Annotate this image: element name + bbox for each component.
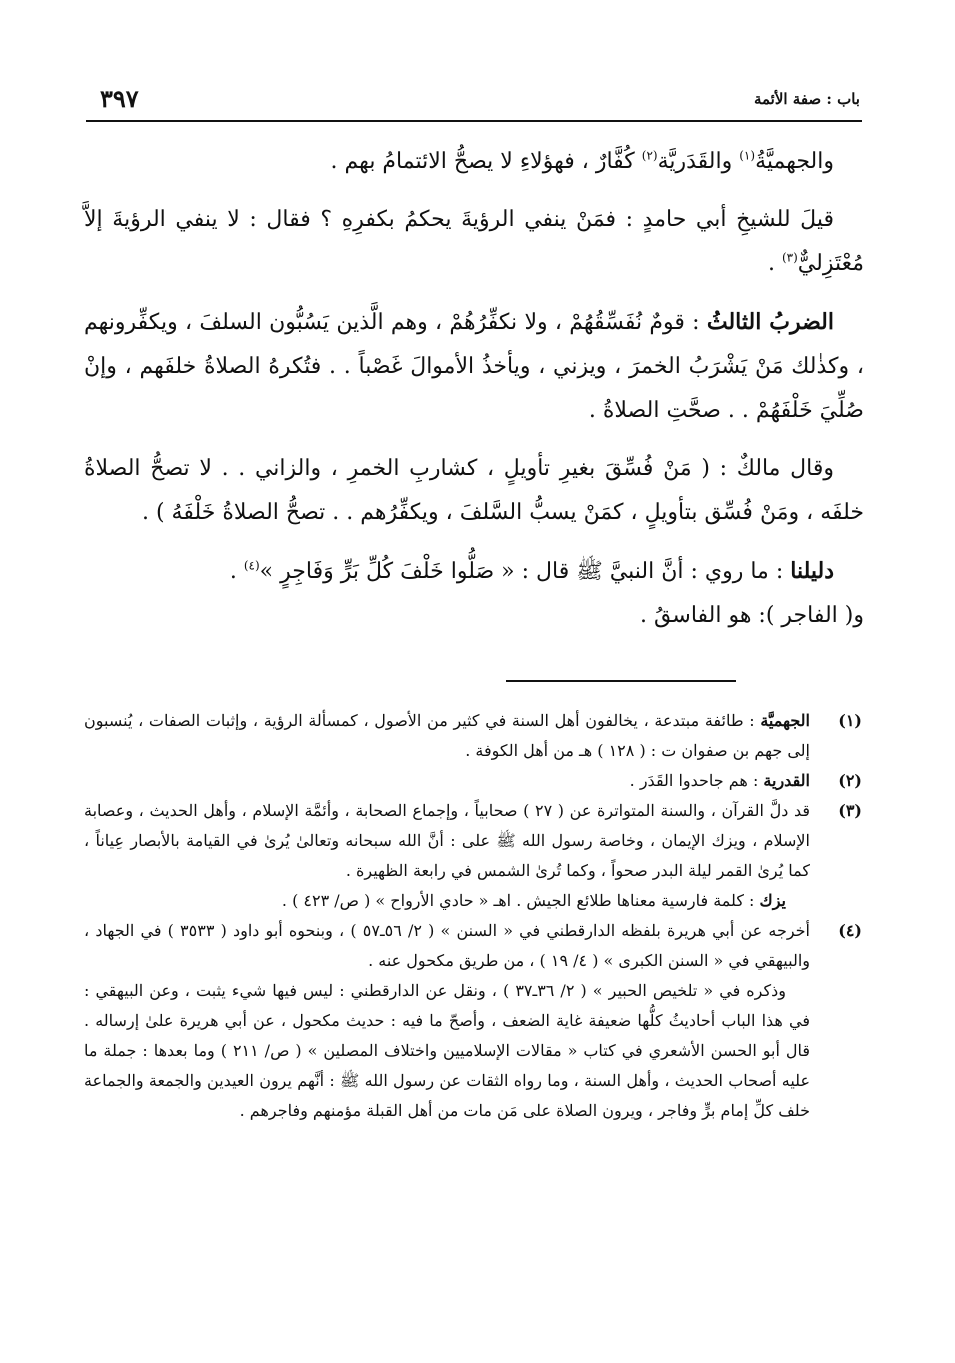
footnote-term: القدرية bbox=[763, 771, 810, 790]
main-text bbox=[84, 140, 864, 638]
section-lead: الضربُ الثالثُ bbox=[706, 309, 834, 335]
text-run: والقَدَريَّة bbox=[657, 149, 740, 174]
text-run: و( الفاجر ): هو الفاسقُ . bbox=[640, 603, 864, 628]
chapter-title: باب : صفة الأئمة bbox=[753, 90, 860, 108]
footnote-number: (٢) bbox=[838, 771, 862, 790]
footnote-ref-2[interactable]: (٢) bbox=[641, 148, 658, 163]
footnote-ref-1[interactable]: (١) bbox=[739, 148, 756, 163]
footnote-term: الجهميَّة bbox=[760, 711, 810, 730]
text-run: : ما روي : أنَّ النبيَّ ﷺ قال : « صَلُّوا خَلْفَ كُلِّ بَرٍّ وَفَاجِرٍ » bbox=[259, 559, 791, 584]
paragraph-3 bbox=[84, 300, 864, 433]
text-run: . bbox=[767, 251, 782, 276]
footnote-text: وذكره في « تلخيص الحبير » ( ٢/ ٣٦ـ٣٧ ) ، ونقل عن الدارقطني : ليس فيها شيء يثبت ، وعن البيهقي : في هذا الباب أحاديثُ كلُّها ضعيفة غاية الضعف ، وأصحّ ما فيه : حديث مكحول ، عن أبي هريرة علىٰ إرساله . قال أبو الحسن الأشعري في كتاب « مقالات الإسلاميين واختلاف المصلين » ( ص/ ٢١١ ) وما بعدها : جملة ما عليه أصحاب الحديث ، وأهل السنة ، وما رواه الثقات عن رسول الله ﷺ : أنَّهم يرون العيدين والجمعة والجماعة خلف كلِّ إمام برٍّ وفاجر ، ويرون الصلاة على مَن مات من أهل القبلة مؤمنهم وفاجرهم . bbox=[84, 981, 811, 1120]
footnote-text: أخرجه عن أبي هريرة بلفظه الدارقطني في « السنن » ( ٢/ ٥٦ـ٥٧ ) ، وبنحوه أبو داود ( ٣٥٣٣ ) في الجهاد ، والبيهقي في « السنن الكبرى » ( ٤/ ١٩ ) ، من طريق مكحول عنه . bbox=[84, 921, 811, 970]
footnote-1 bbox=[84, 706, 862, 766]
evidence-lead: دليلنا bbox=[790, 558, 834, 584]
paragraph-4 bbox=[84, 447, 864, 535]
footnote-2 bbox=[84, 766, 862, 796]
footnotes bbox=[84, 706, 862, 1126]
footnote-ref-3[interactable]: (٣) bbox=[781, 250, 798, 265]
footnote-ref-4[interactable]: (٤) bbox=[243, 558, 260, 573]
text-run: . bbox=[229, 559, 244, 584]
text-run: قيلَ للشيخِ أبي حامدٍ : فمَنْ ينفي الرؤيةَ يحكمُ بكفرِهِ ؟ فقال : لا ينفي الرؤيةَ إلاَّ مُعْتَزِليٌّ bbox=[84, 207, 864, 276]
paragraph-2 bbox=[84, 198, 864, 286]
footnote-text: : طائفة مبتدعة ، يخالفون أهل السنة في كثير من الأصول ، كمسألة الرؤية ، وإثبات الصفات ، يُنسبون إلى جهم بن صفوان ت : ( ١٢٨ ) هـ من أهل الكوفة . bbox=[84, 711, 810, 760]
text-run: والجهميَّةُ bbox=[755, 149, 834, 174]
footnote-number: (٣) bbox=[838, 801, 862, 820]
page-header bbox=[100, 84, 860, 118]
footnote-term: يزك bbox=[759, 891, 786, 910]
header-rule bbox=[86, 120, 862, 122]
footnote-4 bbox=[84, 916, 862, 1126]
text-run: كُفَّارٌ ، فهؤلاءِ لا يصحُّ الائتمامُ بهم . bbox=[330, 149, 642, 174]
paragraph-5 bbox=[84, 549, 864, 638]
footnote-text: : هم جاحدوا القَدَر . bbox=[629, 771, 764, 790]
footnote-text: قد دلَّ القرآن ، والسنة المتواترة عن ( ٢٧ ) صحابياً ، وإجماع الصحابة ، وأئمَّة الإسلام ، وأهل الحديث ، وعصابة الإسلام ، ويزك الإيمان ، وخاصة رسول الله ﷺ على : أنَّ الله سبحانه وتعالىٰ يُرىٰ في القيامة بالأبصار عِياناً ، كما يُرىٰ القمر ليلة البدر صحواً ، وكما تُرىٰ الشمس في رابعة الظهيرة . bbox=[84, 801, 810, 880]
text-run: وقال مالكٌ : ( مَنْ فُسِّقَ بغيرِ تأويلٍ ، كشاربِ الخمرِ ، والزاني . . لا تصحُّ الصلاةُ خلفَه ، ومَنْ فُسِّق بتأويلٍ ، كمَنْ يسبُّ السَّلفَ ، ويكفِّرُهم . . تصحُّ الصلاةُ خَلْفَهُ ) . bbox=[84, 456, 864, 525]
text-run: : قومٌ نُفَسِّقُهُمْ ، ولا نكفِّرُهُمْ ، وهم الَّذين يَسُبُّون السلفَ ، ويكفِّرونهم ، وكذٰلك مَنْ يَشْرَبُ الخمرَ ، ويزني ، ويأخذُ الأموالَ غَصْباً . . فتُكرهُ الصلاةُ خلفَهم ، وإنْ صُلِّيَ خَلْفَهُمْ . . صحَّتِ الصلاةُ . bbox=[84, 310, 864, 423]
page-number: ٣٩٧ bbox=[100, 84, 139, 113]
footnote-text: : كلمة فارسية معناها طلائع الجيش . اهـ « حادي الأرواح » ( ص/ ٤٢٣ ) . bbox=[281, 891, 760, 910]
footnote-rule bbox=[506, 680, 736, 682]
paragraph-1 bbox=[84, 140, 864, 184]
footnote-3 bbox=[84, 796, 862, 916]
footnote-number: (١) bbox=[838, 711, 862, 730]
footnote-number: (٤) bbox=[838, 921, 862, 940]
